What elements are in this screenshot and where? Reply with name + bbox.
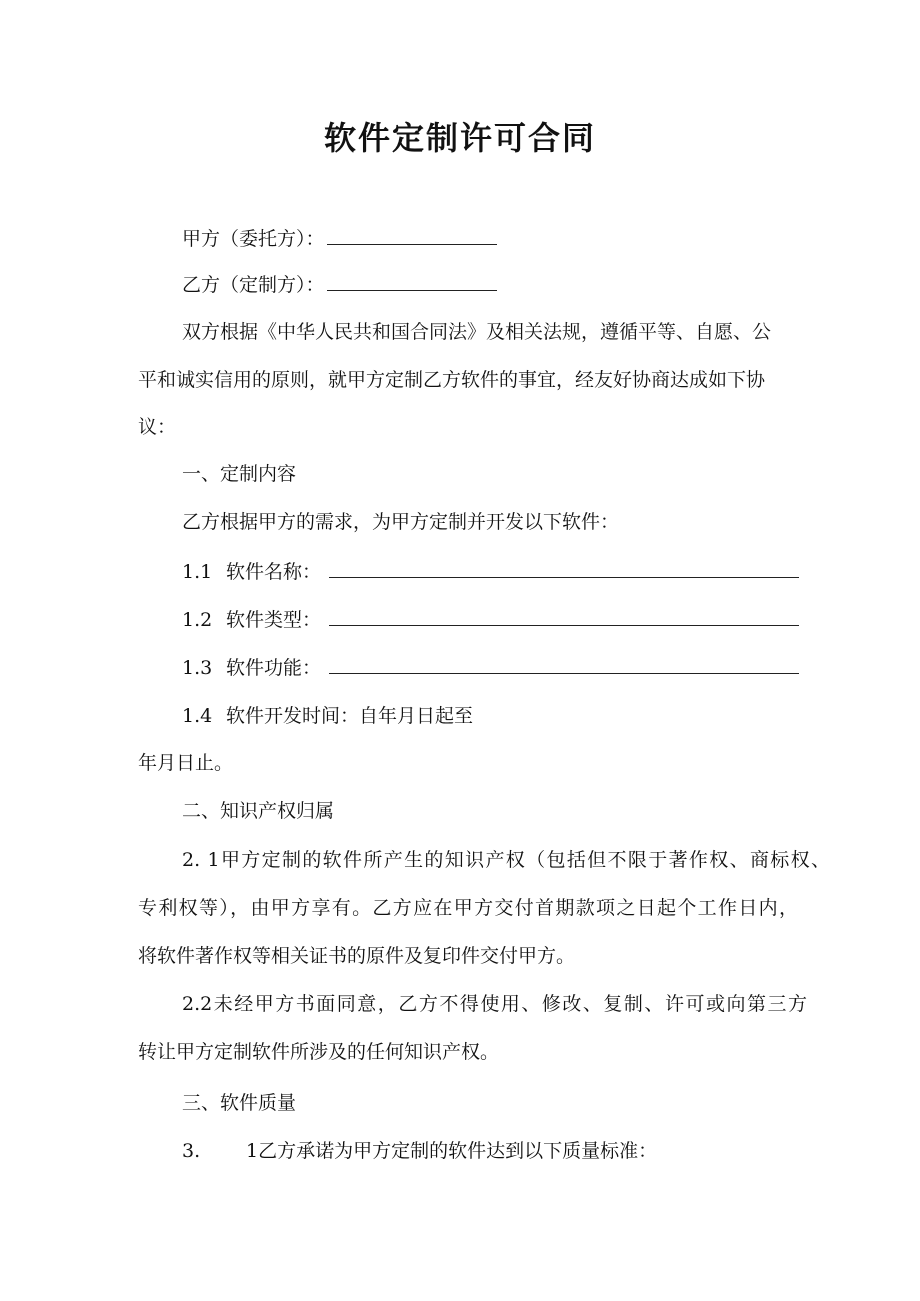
- section3-heading: 三、软件质量: [182, 1092, 297, 1114]
- item-label: 软件名称：: [226, 561, 322, 583]
- party-b-line: [182, 272, 497, 297]
- section1-heading: 一、定制内容: [182, 463, 297, 485]
- section2-p2-line-2: 转让甲方定制软件所涉及的任何知识产权。: [138, 1041, 500, 1063]
- party-a-line: [182, 226, 497, 251]
- party-b-label: 乙方（定制方）：: [182, 274, 325, 296]
- preamble-line-2: 平和诚实信用的原则，就甲方定制乙方软件的事宜，经友好协商达成如下协: [138, 369, 766, 391]
- item-blank: [329, 607, 799, 626]
- item-number: 1.4: [182, 705, 213, 727]
- item-4-text: 软件开发时间：自年月日起至: [226, 705, 474, 727]
- section1-intro: 乙方根据甲方的需求，为甲方定制并开发以下软件：: [182, 511, 620, 533]
- section2-p1-line-3: 将软件著作权等相关证书的原件及复印件交付甲方。: [138, 945, 576, 967]
- section3-p1: [182, 1139, 657, 1163]
- party-a-label: 甲方（委托方）：: [182, 228, 325, 250]
- section2-p1-line-2: 专利权等），由甲方享有。乙方应在甲方交付首期款项之日起个工作日内，: [138, 897, 798, 919]
- section2-p2-line-1: 2.2未经甲方书面同意，乙方不得使用、修改、复制、许可或向第三方: [182, 993, 807, 1015]
- item-1-4: [182, 704, 473, 728]
- section2-heading: 二、知识产权归属: [182, 800, 335, 822]
- item-1-3: [182, 655, 799, 680]
- section3-p1-number: 3.: [182, 1140, 201, 1162]
- item-label: 软件类型：: [226, 609, 322, 631]
- party-a-blank: [327, 226, 497, 245]
- document-title: 软件定制许可合同: [323, 119, 596, 157]
- party-b-blank: [327, 272, 497, 291]
- item-blank: [329, 655, 799, 674]
- item-number: 1.1: [182, 561, 213, 583]
- item-1-4-continuation: 年月日止。: [138, 752, 234, 774]
- section2-p1-line-1: 2. 1甲方定制的软件所产生的知识产权（包括但不限于著作权、商标权、: [182, 849, 830, 871]
- section3-p1-text: 1乙方承诺为甲方定制的软件达到以下质量标准：: [246, 1140, 658, 1162]
- item-1-1: [182, 559, 799, 584]
- item-number: 1.2: [182, 609, 213, 631]
- item-blank: [329, 559, 799, 578]
- preamble-line-3: 议：: [138, 416, 177, 438]
- item-1-2: [182, 607, 799, 632]
- item-label: 软件功能：: [226, 657, 322, 679]
- preamble-line-1: 双方根据《中华人民共和国合同法》及相关法规，遵循平等、自愿、公: [182, 321, 772, 343]
- item-number: 1.3: [182, 657, 213, 679]
